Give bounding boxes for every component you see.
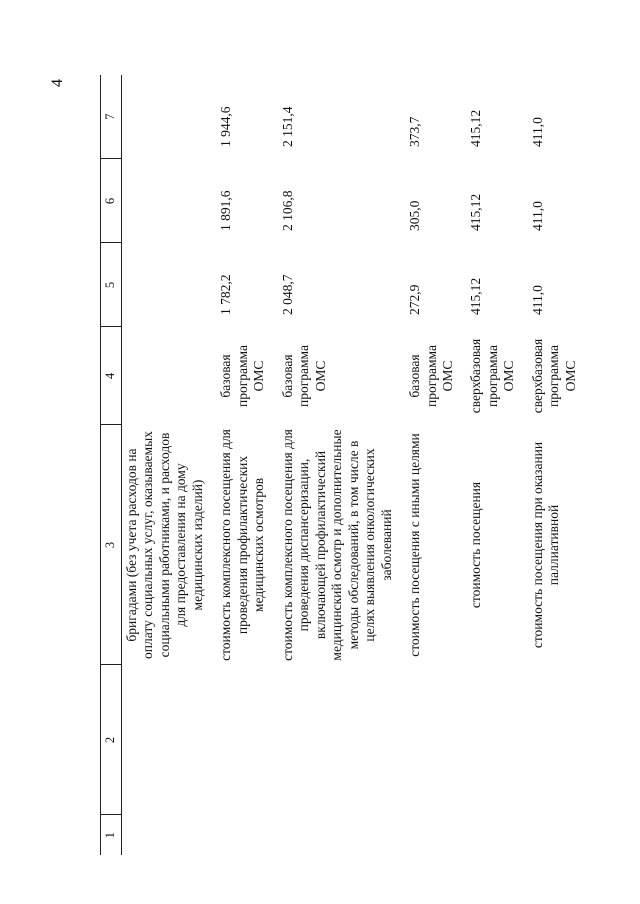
column-header: 6 [101,159,122,243]
cell-value: 1 944,6 [218,106,234,147]
cell-value: 415,12 [468,109,484,147]
cell-value: 1 782,2 [218,274,234,315]
column-number-row [101,75,122,855]
cell-description: стоимость посещения при оказании паллиативной [529,441,562,649]
table-row [401,75,462,855]
rotated-table [100,75,580,855]
column-header: 2 [101,665,122,815]
cell-value [122,159,213,243]
cell-program [122,327,213,425]
cell-description: стоимость посещения с иными целями [407,433,423,657]
column-header: 5 [101,243,122,327]
cell-value: 2 048,7 [279,274,295,315]
table-row [462,75,523,855]
cell-empty [462,665,523,815]
cell-value [122,75,213,159]
table-row [212,75,273,855]
cell-value: 1 891,6 [218,190,234,231]
column-header: 4 [101,327,122,425]
cell-empty [212,815,273,855]
cell-program: базовая программа ОМС [407,345,455,407]
cell-empty [212,665,273,815]
cell-program: базовая программа ОМС [279,345,328,407]
cell-value: 2 151,4 [279,106,295,147]
cell-empty [401,815,462,855]
cell-program: сверхбазовая программа ОМС [529,338,578,414]
table-row [524,75,585,855]
cell-empty [122,665,213,815]
cell-description: стоимость посещения [468,481,484,609]
cell-value: 411,0 [529,201,545,231]
table-row [274,75,401,855]
cell-empty [524,665,585,815]
cell-value: 415,12 [468,193,484,231]
cell-value: 305,0 [407,200,423,231]
page-number: 4 [49,79,66,87]
cell-value [122,243,213,327]
cell-program: сверхбазовая программа ОМС [468,338,517,414]
column-header: 3 [101,425,122,665]
cell-empty [274,665,401,815]
cell-value: 272,9 [407,284,423,315]
cell-empty [122,815,213,855]
cell-description: стоимость комплексного посещения для проведения диспансеризации, включающей профилактический медицинский осмотр и дополнительные методы обследований, в том числе в целях выявления онкологических заболеваний [279,429,394,661]
cell-description: стоимость комплексного посещения для проведения профилактических медицинских осмотров [218,429,267,661]
cell-description: бригадами (без учета расходов на оплату социальных услуг, оказываемых социальными работниками, и расходов для предоставления на дому медицинских изделий) [124,431,205,659]
tariff-table [100,75,585,855]
cell-value: 415,12 [468,277,484,315]
cell-value: 2 106,8 [279,190,295,231]
cell-empty [462,815,523,855]
cell-empty [524,815,585,855]
cell-empty [274,815,401,855]
column-header: 7 [101,75,122,159]
cell-value: 411,0 [529,117,545,147]
cell-empty [401,665,462,815]
table-row [122,75,213,855]
cell-program: базовая программа ОМС [218,345,267,407]
cell-value: 411,0 [529,285,545,315]
column-header: 1 [101,815,122,855]
cell-value: 373,7 [407,116,423,147]
